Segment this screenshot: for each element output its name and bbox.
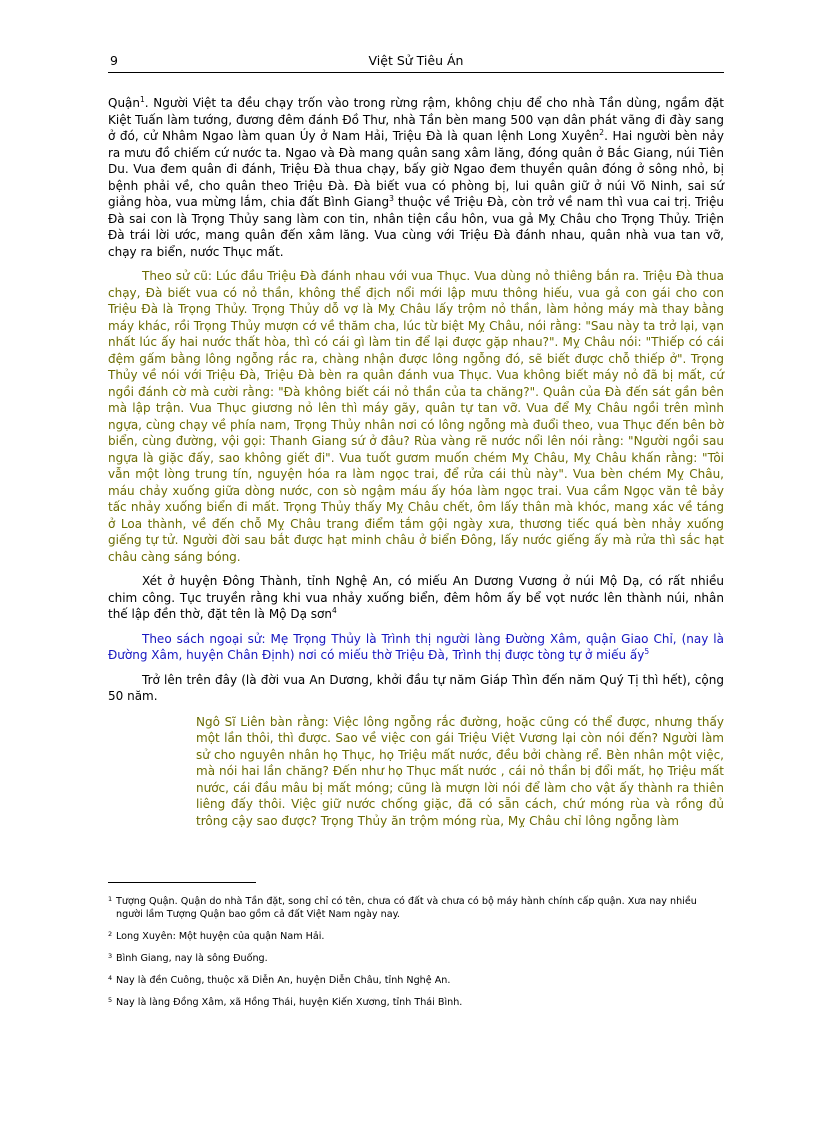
footnote-number: 3: [108, 952, 113, 960]
footnote-number: 4: [108, 974, 113, 982]
paragraph-4: [108, 631, 724, 664]
page-header: [108, 53, 724, 71]
footnote-text: Long Xuyên: Một huyện của quận Nam Hải.: [116, 931, 325, 942]
footnote-ref: 2: [599, 128, 605, 137]
paragraph-2: Theo sử cũ: Lúc đầu Triệu Đà đánh nhau với vua Thục. Vua dùng nỏ thiêng bắn ra. Triệu Đà thua chạy, Đà biết vua có nỏ thần, không thể địch nổi mới lập mưu thông hiếu, vua gả con gái cho con Triệu Đà là Trọng Thủy. Trọng Thủy dỗ vợ là Mỵ Châu lấy trộm nỏ thần, làm hỏng máy mà thay bằng máy khác, rồi Trọng Thủy mượn cớ về thăm cha, lúc từ biệt Mỵ Châu, nói rằng: "Sau này ta trở lại, vạn nhất lúc ấy hai nước thất hòa, thì có cái gì làm tin để lại được gặp nhau?". Mỵ Châu nói: "Thiếp có cái đệm gấm bằng lông ngỗng rắc ra, chàng nhận được lông ngỗng đó, sẽ biết được chỗ thiếp ở". Trọng Thủy về nói với Triệu Đà, Triệu Đà bèn ra quân đánh vua Thục. Vua không biết máy nỏ đã bị mất, cứ ngồi đánh cờ mà cười rằng: "Đà không biết cái nỏ thần của ta chăng?". Quân của Đà đến sát gần bên mà lập trận. Vua Thục giương nỏ lên thì máy gãy, quân tự tan vỡ. Vua để Mỵ Châu ngồi trên mình ngựa, cùng chạy về phía nam, Trọng Thủy nhân nơi có lông ngỗng mà đuổi theo, vua Thục đến bên bờ biển, cùng đường, vội gọi: Thanh Giang sứ ở đâu? Rùa vàng rẽ nước nổi lên nói rằng: "Người ngồi sau ngựa là giặc đấy, sao không giết đi". Vua tuốt gươm muốn chém Mỵ Châu, Mỵ Châu khấn rằng: "Tôi vẫn một lòng trung tín, nguyện hóa ra làm ngọc trai, để rửa cái thù này". Vua bèn chém Mỵ Châu, máu chảy xuống giữa dòng nước, con sò ngậm máu ấy hóa làm ngọc trai. Vua cầm Ngọc văn tê bảy tấc nhảy xuống biển đi mất. Trọng Thủy thấy Mỵ Châu chết, ôm lấy thân mà khóc, mang xác về táng ở Loa thành, về đến chỗ Mỵ Châu trang điểm tắm gội ngày xưa, thương tiếc quá bèn nhảy xuống giếng tự tử. Người đời sau bắt được hạt minh châu ở biển Đông, lấy nước giếng ấy mà rửa thì sắc hạt châu càng sáng bóng.: [108, 269, 724, 564]
footnote-text: Bình Giang, nay là sông Đuống.: [116, 953, 268, 964]
page-number: 9: [110, 53, 118, 68]
paragraph-3: [108, 573, 724, 623]
text-span: thuộc về Triệu Đà, còn trở về nam thì vua cai trị. Triệu Đà sai con là Trọng Thủy sang làm con tin, nhân tiện cầu hôn, vua gả Mỵ Châu cho Trọng Thủy. Triện Đà trái lời ước, mang quân đến xâm lăng. Vua cùng với Triệu Đà đánh nhau, quân nhà vua tan vỡ, chạy ra biển, nước Thục mất.: [108, 195, 724, 259]
paragraph-1: [108, 95, 724, 260]
footnote-ref: 1: [140, 95, 145, 104]
commentary-quote: Ngô Sĩ Liên bàn rằng: Việc lông ngỗng rắc đường, hoặc cũng có thể được, nhưng thấy một lần thôi, thì được. Sao về việc con gái Triệu Việt Vương lại còn nói đến? Người làm sử cho nguyên nhân họ Thục, họ Triệu mất nước, đều bởi chàng rể. Bèn nhân một việc, mà nói hai lần chăng? Đến như họ Thục mất nước , cái nỏ thần bị đổi mất, họ Triệu mất nước, cái đầu mâu bị mất móng; cũng là mượn lời nói để làm cho vật ấy thành ra thiên liêng đấy thôi. Việc giữ nước chống giặc, đã có sẵn cách, chứ móng rùa và rồng đủ trông cậy sao được? Trọng Thủy ăn trộm móng rùa, Mỵ Châu chỉ lông ngỗng làm: [196, 714, 724, 828]
header-title: Việt Sử Tiêu Án: [368, 53, 464, 68]
footnote-number: 5: [108, 996, 113, 1004]
text-span: Xét ở huyện Đông Thành, tỉnh Nghệ An, có miếu An Dương Vương ở núi Mộ Dạ, có rất nhiều chim công. Tục truyền rằng khi vua nhảy xuống biển, đêm hôm ấy bể vọt nước lên thành núi, nhân thế lập đền thờ, đặt tên là Mộ Dạ sơn: [108, 574, 724, 621]
footnote-number: 1: [108, 895, 113, 903]
footnote-number: 2: [108, 930, 113, 938]
footnote-text: Tượng Quận. Quận do nhà Tần đặt, song chỉ có tên, chưa có đất và chưa có bộ máy hành chính cấp quận. Xưa nay nhiều người lầm Tượng Quận bao gồm cả đất Việt Nam ngày nay.: [116, 896, 697, 920]
text-span: . Người Việt ta đều chạy trốn vào trong rừng rậm, không chịu để cho nhà Tần dùng, ngầm đặt Kiệt Tuấn làm tướng, đương đêm đánh Đồ Thư, nhà Tần bèn mang 500 vạn dân phát vãng đi đày sang ở đó, cử Nhâm Ngao làm quan Úy ở Nam Hải, Triệu Đà là quan lệnh Long Xuyên: [108, 96, 724, 143]
text-span: Theo sách ngoại sử: Mẹ Trọng Thủy là Trình thị người làng Đường Xâm, quận Giao Chỉ, (nay là Đường Xâm, huyện Chân Định) nơi có miếu thờ Triệu Đà, Trình thị được tòng tự ở miếu ấy: [108, 631, 724, 662]
footnote-5: [108, 996, 724, 1009]
text-span: Quận: [108, 96, 141, 110]
header-rule: [108, 72, 724, 73]
paragraph-5: Trở lên trên đây (là đời vua An Dương, khởi đầu tự năm Giáp Thìn đến năm Quý Tị thì hết), cộng 50 năm.: [108, 672, 724, 703]
footnote-ref: 4: [331, 606, 337, 615]
footnote-2: [108, 930, 724, 943]
footnote-text: Nay là đền Cuông, thuộc xã Diễn An, huyện Diễn Châu, tỉnh Nghệ An.: [116, 975, 451, 986]
footnote-3: [108, 952, 724, 965]
footnote-rule: [108, 882, 256, 883]
footnote-1: [108, 895, 724, 921]
footnotes: [108, 895, 724, 1018]
footnote-ref: 5: [644, 647, 650, 656]
footnote-text: Nay là làng Đồng Xâm, xã Hồng Thái, huyện Kiến Xương, tỉnh Thái Bình.: [116, 997, 463, 1008]
text-span: . Hai người bèn nảy ra mưu đồ chiếm cứ nước ta. Ngao và Đà mang quân sang xâm lăng, đóng quân ở Bắc Giang, núi Tiên Du. Vua đem quân đi đánh, Triệu Đà thua chạy, bấy giờ Ngao đem thuyền quân đóng ở sông nhỏ, bị bệnh phải về, cho quân theo Triệu Đà. Đà biết vua có phòng bị, lui quân giữ ở núi Võ Ninh, sai sứ giảng hòa, vua mừng lắm, chia đất Bình Giang: [108, 129, 725, 209]
body-text: [108, 95, 724, 829]
footnote-4: [108, 974, 724, 987]
footnote-ref: 3: [389, 194, 394, 203]
